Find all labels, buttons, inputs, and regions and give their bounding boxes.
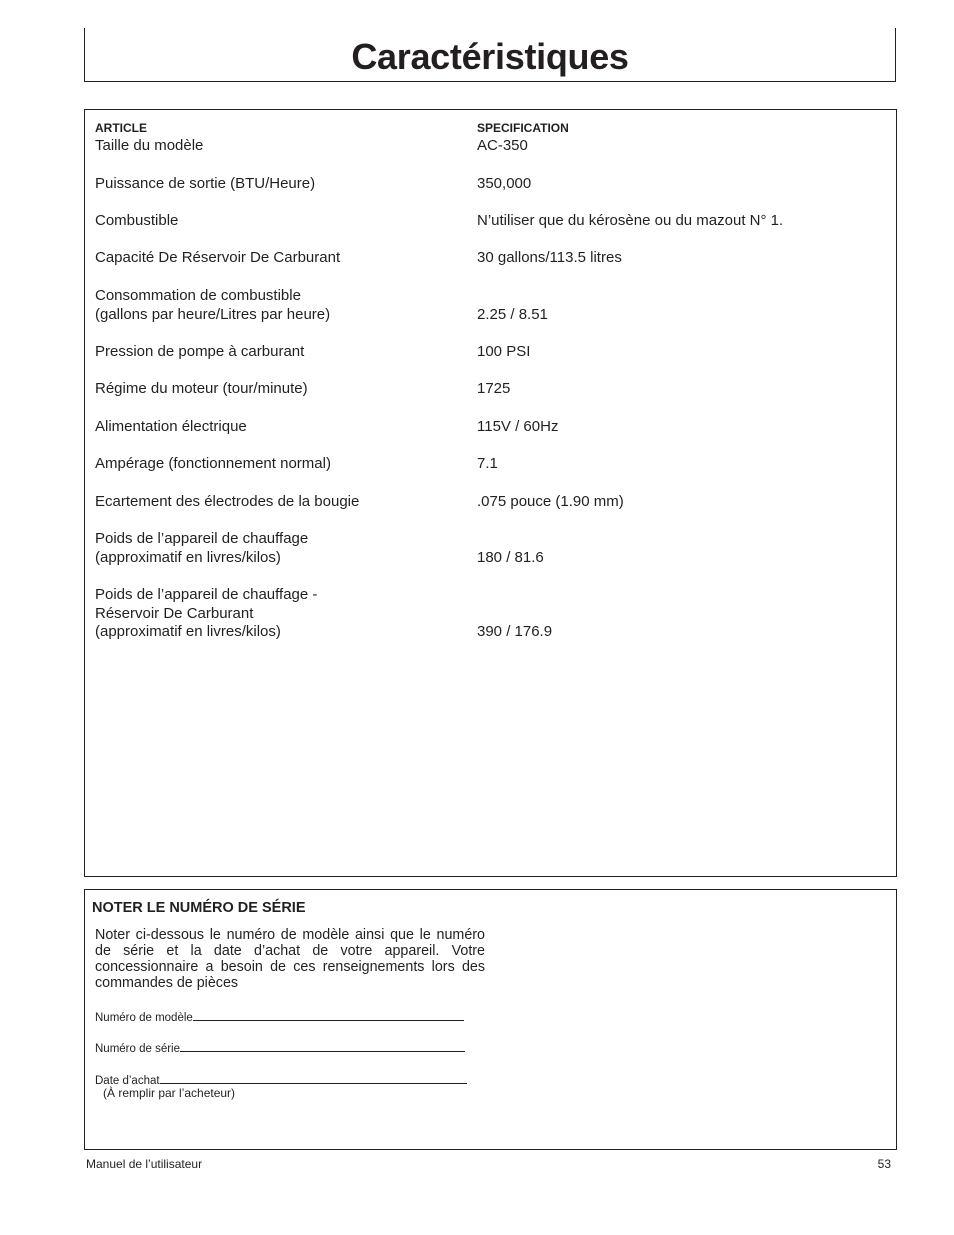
spec-label: Poids de l’appareil de chauffage - Réservoir De Carburant (approximatif en livres/kilos) bbox=[95, 586, 318, 640]
serial-number-line bbox=[180, 1039, 465, 1052]
spec-label: Alimentation électrique bbox=[95, 418, 247, 435]
spec-label: Capacité De Réservoir De Carburant bbox=[95, 249, 341, 266]
spec-value: AC-350 bbox=[477, 137, 528, 154]
spec-label: Combustible bbox=[95, 212, 179, 229]
serial-number-field bbox=[95, 1039, 465, 1055]
header-specification: SPECIFICATION bbox=[477, 121, 569, 135]
spec-value: 390 / 176.9 bbox=[477, 623, 553, 640]
spec-value: 7.1 bbox=[477, 455, 498, 472]
spec-value: 350,000 bbox=[477, 175, 532, 192]
spec-label: Ecartement des électrodes de la bougie bbox=[95, 493, 360, 510]
spec-value: 115V / 60Hz bbox=[477, 418, 559, 435]
spec-value: 180 / 81.6 bbox=[477, 548, 544, 566]
spec-label: Taille du modèle bbox=[95, 137, 204, 154]
spec-label: Puissance de sortie (BTU/Heure) bbox=[95, 175, 316, 192]
purchase-date-note: (À remplir par l’acheteur) bbox=[103, 1086, 236, 1100]
serial-instructions: Noter ci-dessous le numéro de modèle ainsi que le numéro de série et la date d’achat de votre appareil. Votre concessionnaire a besoin de ces renseignements lors des commandes de pièces bbox=[95, 927, 485, 991]
spec-value: 2.25 / 8.51 bbox=[477, 305, 548, 323]
purchase-date-field bbox=[95, 1071, 467, 1087]
page-title: Caractéristiques bbox=[351, 36, 629, 77]
spec-value: 30 gallons/113.5 litres bbox=[477, 249, 622, 266]
model-number-label: Numéro de modèle bbox=[95, 1012, 193, 1024]
spec-label: Poids de l’appareil de chauffage (approximatif en livres/kilos) bbox=[95, 530, 309, 566]
spec-value: .075 pouce (1.90 mm) bbox=[477, 493, 624, 510]
page-number: 53 bbox=[877, 1157, 891, 1171]
spec-value: 1725 bbox=[477, 380, 511, 397]
footer-manual-title: Manuel de l’utilisateur bbox=[86, 1157, 203, 1171]
spec-value: N’utiliser que du kérosène ou du mazout N° 1. bbox=[477, 212, 784, 229]
spec-label: Ampérage (fonctionnement normal) bbox=[95, 455, 331, 472]
spec-label: Consommation de combustible (gallons par heure/Litres par heure) bbox=[95, 287, 331, 323]
spec-label: Régime du moteur (tour/minute) bbox=[95, 380, 308, 397]
spec-label: Pression de pompe à carburant bbox=[95, 343, 305, 360]
purchase-date-line bbox=[160, 1071, 467, 1084]
serial-number-box bbox=[84, 889, 897, 1150]
serial-number-label: Numéro de série bbox=[95, 1043, 181, 1055]
header-article: ARTICLE bbox=[95, 121, 147, 135]
title-box bbox=[84, 28, 896, 82]
serial-heading: NOTER LE NUMÉRO DE SÉRIE bbox=[92, 900, 306, 916]
spec-value: 100 PSI bbox=[477, 343, 531, 360]
model-number-field bbox=[95, 1008, 464, 1024]
specifications-table bbox=[84, 109, 897, 877]
model-number-line bbox=[193, 1008, 464, 1021]
purchase-date-label: Date d’achat bbox=[95, 1075, 160, 1087]
